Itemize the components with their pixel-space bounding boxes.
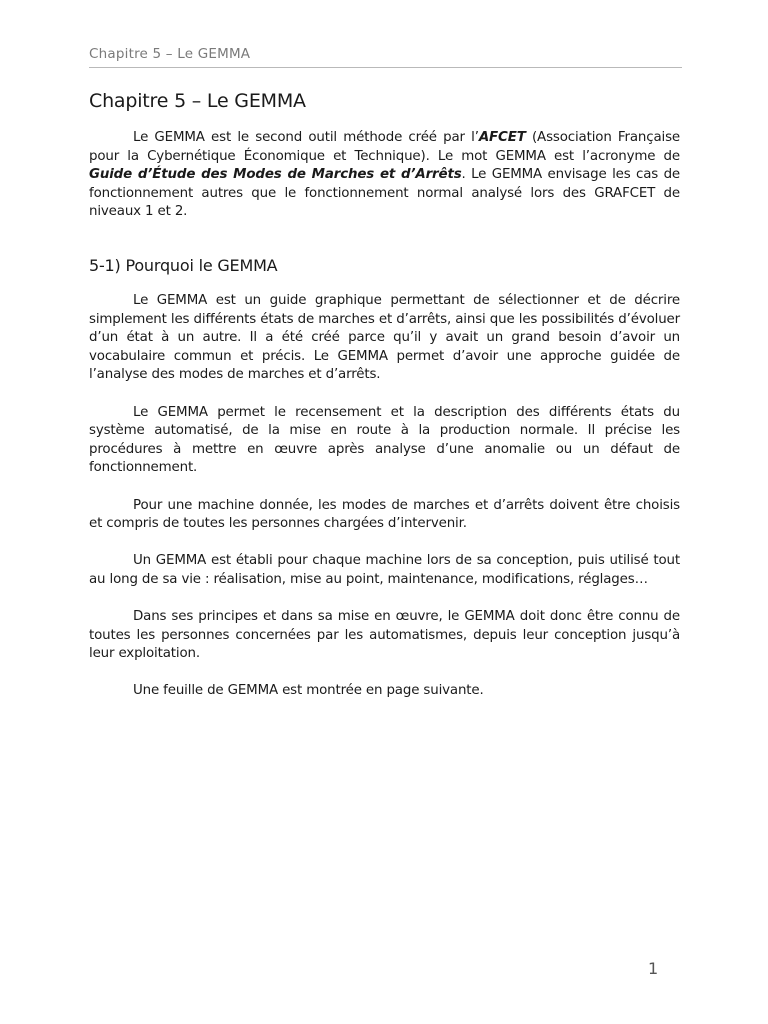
- paragraph-4: Un GEMMA est établi pour chaque machine lors de sa conception, puis utilisé tout au long de sa vie : réalisation, mise au point, maintenance, modifications, réglages…: [89, 553, 680, 587]
- paragraph-2: Le GEMMA permet le recensement et la description des différents états du système automatisé, de la mise en route à la production normale. Il précise les procédures à mettre en œuvre après analyse d’une anomalie ou un défaut de fonctionnement.: [89, 404, 680, 476]
- intro-paragraph: [89, 129, 680, 222]
- chapter-title: Chapitre 5 – Le GEMMA: [89, 90, 306, 112]
- header-divider: [89, 67, 682, 68]
- gemma-expansion: Guide d’Étude des Modes de Marches et d’Arrêts: [89, 167, 462, 183]
- paragraph-6: Une feuille de GEMMA est montrée en page suivante.: [133, 683, 484, 699]
- paragraph-1: Le GEMMA est un guide graphique permettant de sélectionner et de décrire simplement les différents états de marches et d’arrêts, ainsi que les possibilités d’évoluer d’un état à un autre. Il a été créé parce qu’il y avait un grand besoin d’avoir un vocabulaire commun et précis. Le GEMMA permet d’avoir une approche guidée de l’analyse des modes de marches et d’arrêts.: [89, 292, 680, 383]
- paragraph-5: Dans ses principes et dans sa mise en œuvre, le GEMMA doit donc être connu de toutes les personnes concernées par les automatismes, depuis leur conception jusqu’à leur exploitation.: [89, 609, 680, 662]
- section-title: 5-1) Pourquoi le GEMMA: [89, 255, 278, 275]
- page-number: 1: [648, 959, 659, 978]
- intro-text-2: (Association Française pour la Cybernétique Économique et Technique). Le mot GEMMA est l’acronyme de: [89, 130, 680, 164]
- running-header: Chapitre 5 – Le GEMMA: [89, 46, 251, 62]
- afcet-acronym: AFCET: [478, 130, 526, 145]
- paragraph-3: Pour une machine donnée, les modes de marches et d’arrêts doivent être choisis et compris de toutes les personnes chargées d’intervenir.: [89, 497, 680, 532]
- intro-text-1: Le GEMMA est le second outil méthode créé par l’: [133, 130, 479, 145]
- intro-text-3: . Le GEMMA envisage les cas de fonctionnement autres que le fonctionnement normal analysé lors des GRAFCET de niveaux 1 et 2.: [89, 167, 681, 220]
- document-body: [89, 90, 680, 701]
